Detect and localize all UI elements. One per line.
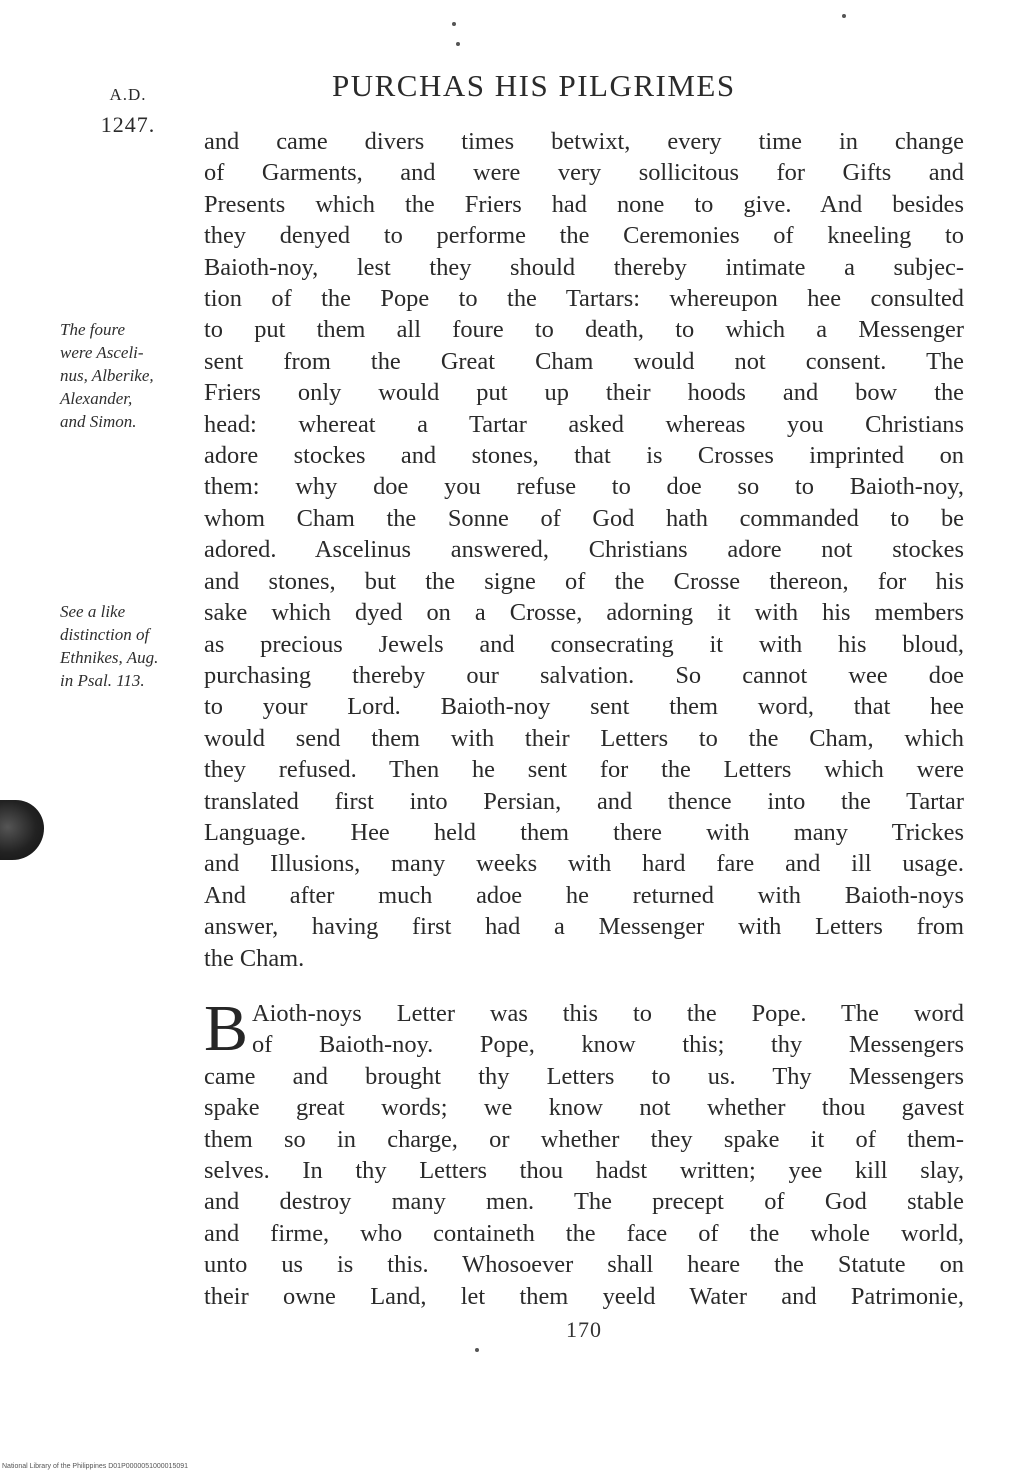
- text-line: to your Lord. Baioth-noy sent them word, that hee: [204, 693, 964, 721]
- text-line: they refused. Then he sent for the Letters which were: [204, 756, 964, 784]
- text-line: of Baioth-noy. Pope, know this; thy Messengers: [252, 1031, 964, 1059]
- text-line: translated first into Persian, and thence into the Tartar: [204, 787, 964, 815]
- text-line: Language. Hee held them there with many Trickes: [204, 818, 964, 846]
- side-note-line: distinction of: [60, 625, 150, 644]
- text-line: sent from the Great Cham would not consent. The: [204, 347, 964, 375]
- year-label: 1247.: [100, 112, 156, 137]
- side-note-line: Alexander,: [60, 389, 133, 408]
- paragraph-one: [204, 126, 964, 974]
- text-line: to put them all foure to death, to which a Messenger: [204, 316, 964, 344]
- text-line: would send them with their Letters to the Cham, which: [204, 724, 964, 752]
- text-line: came and brought thy Letters to us. Thy Messengers: [204, 1062, 964, 1090]
- side-note-distinction: [60, 600, 195, 692]
- text-line: them so in charge, or whether they spake it of them-: [204, 1125, 964, 1153]
- text-line: of Garments, and were very sollicitous for Gifts and: [204, 159, 964, 187]
- text-line: Baioth-noy, lest they should thereby intimate a subjec-: [204, 253, 964, 281]
- text-line: tion of the Pope to the Tartars: whereupon hee consulted: [204, 285, 964, 313]
- text-line: adored. Ascelinus answered, Christians adore not stockes: [204, 536, 964, 564]
- text-line: and came divers times betwixt, every time in change: [204, 128, 964, 155]
- text-line: as precious Jewels and consecrating it with his bloud,: [204, 630, 964, 658]
- text-line: and stones, but the signe of the Crosse thereon, for his: [204, 567, 964, 595]
- text-line: head: whereat a Tartar asked whereas you Christians: [204, 410, 964, 438]
- scan-speck: [475, 1348, 479, 1352]
- text-line: purchasing thereby our salvation. So cannot wee doe: [204, 661, 964, 689]
- footer-credit: National Library of the Philippines D01P0000051000015091: [2, 1463, 189, 1470]
- text-line: Presents which the Friers had none to give. And besides: [204, 190, 964, 218]
- text-line: Friers only would put up their hoods and bow the: [204, 379, 964, 407]
- text-line: unto us is this. Whosoever shall heare the Statute on: [204, 1251, 964, 1279]
- text-line: and firme, who containeth the face of the whole world,: [204, 1219, 964, 1247]
- text-line: whom Cham the Sonne of God hath commanded to be: [204, 504, 964, 532]
- scan-speck: [842, 14, 846, 18]
- text-line: sake which dyed on a Crosse, adorning it with his members: [204, 599, 964, 627]
- text-line: their owne Land, let them yeeld Water and Patrimonie,: [204, 1282, 964, 1310]
- paragraph-two: [204, 992, 964, 1312]
- text-line: they denyed to performe the Ceremonies of kneeling to: [204, 222, 964, 250]
- text-line: and destroy many men. The precept of God stable: [204, 1188, 964, 1216]
- side-note-line: nus, Alberike,: [60, 366, 154, 385]
- running-head: PURCHAS HIS PILGRIMES: [332, 68, 736, 103]
- scan-artifact-shadow: [0, 800, 44, 860]
- drop-cap: B: [204, 992, 249, 1065]
- scan-speck: [452, 22, 456, 26]
- text-line: them: why doe you refuse to doe so to Baioth-noy,: [204, 473, 964, 501]
- text-line: selves. In thy Letters thou hadst written; yee kill slay,: [204, 1157, 964, 1185]
- text-line: adore stockes and stones, that is Crosses imprinted on: [204, 442, 964, 470]
- text-line: and Illusions, many weeks with hard fare and ill usage.: [204, 850, 964, 878]
- side-note-line: were Asceli-: [60, 343, 144, 362]
- text-line: the Cham.: [204, 944, 305, 972]
- text-line: And after much adoe he returned with Baioth-noys: [204, 881, 964, 909]
- page-number: 170: [566, 1317, 602, 1342]
- text-line: spake great words; we know not whether thou gavest: [204, 1094, 964, 1122]
- anno-domini-label: A.D.: [109, 85, 147, 104]
- text-line: Aioth-noys Letter was this to the Pope. The word: [252, 1000, 964, 1027]
- side-note-line: The foure: [60, 320, 126, 339]
- side-note-line: Ethnikes, Aug.: [60, 648, 159, 667]
- side-note-line: See a like: [60, 602, 126, 621]
- side-note-line: and Simon.: [60, 412, 137, 431]
- text-line: answer, having first had a Messenger with Letters from: [204, 913, 964, 941]
- year-margin-tag: [88, 80, 168, 140]
- side-note-friers: [60, 318, 195, 433]
- side-note-line: in Psal. 113.: [60, 671, 145, 690]
- scan-speck: [456, 42, 460, 46]
